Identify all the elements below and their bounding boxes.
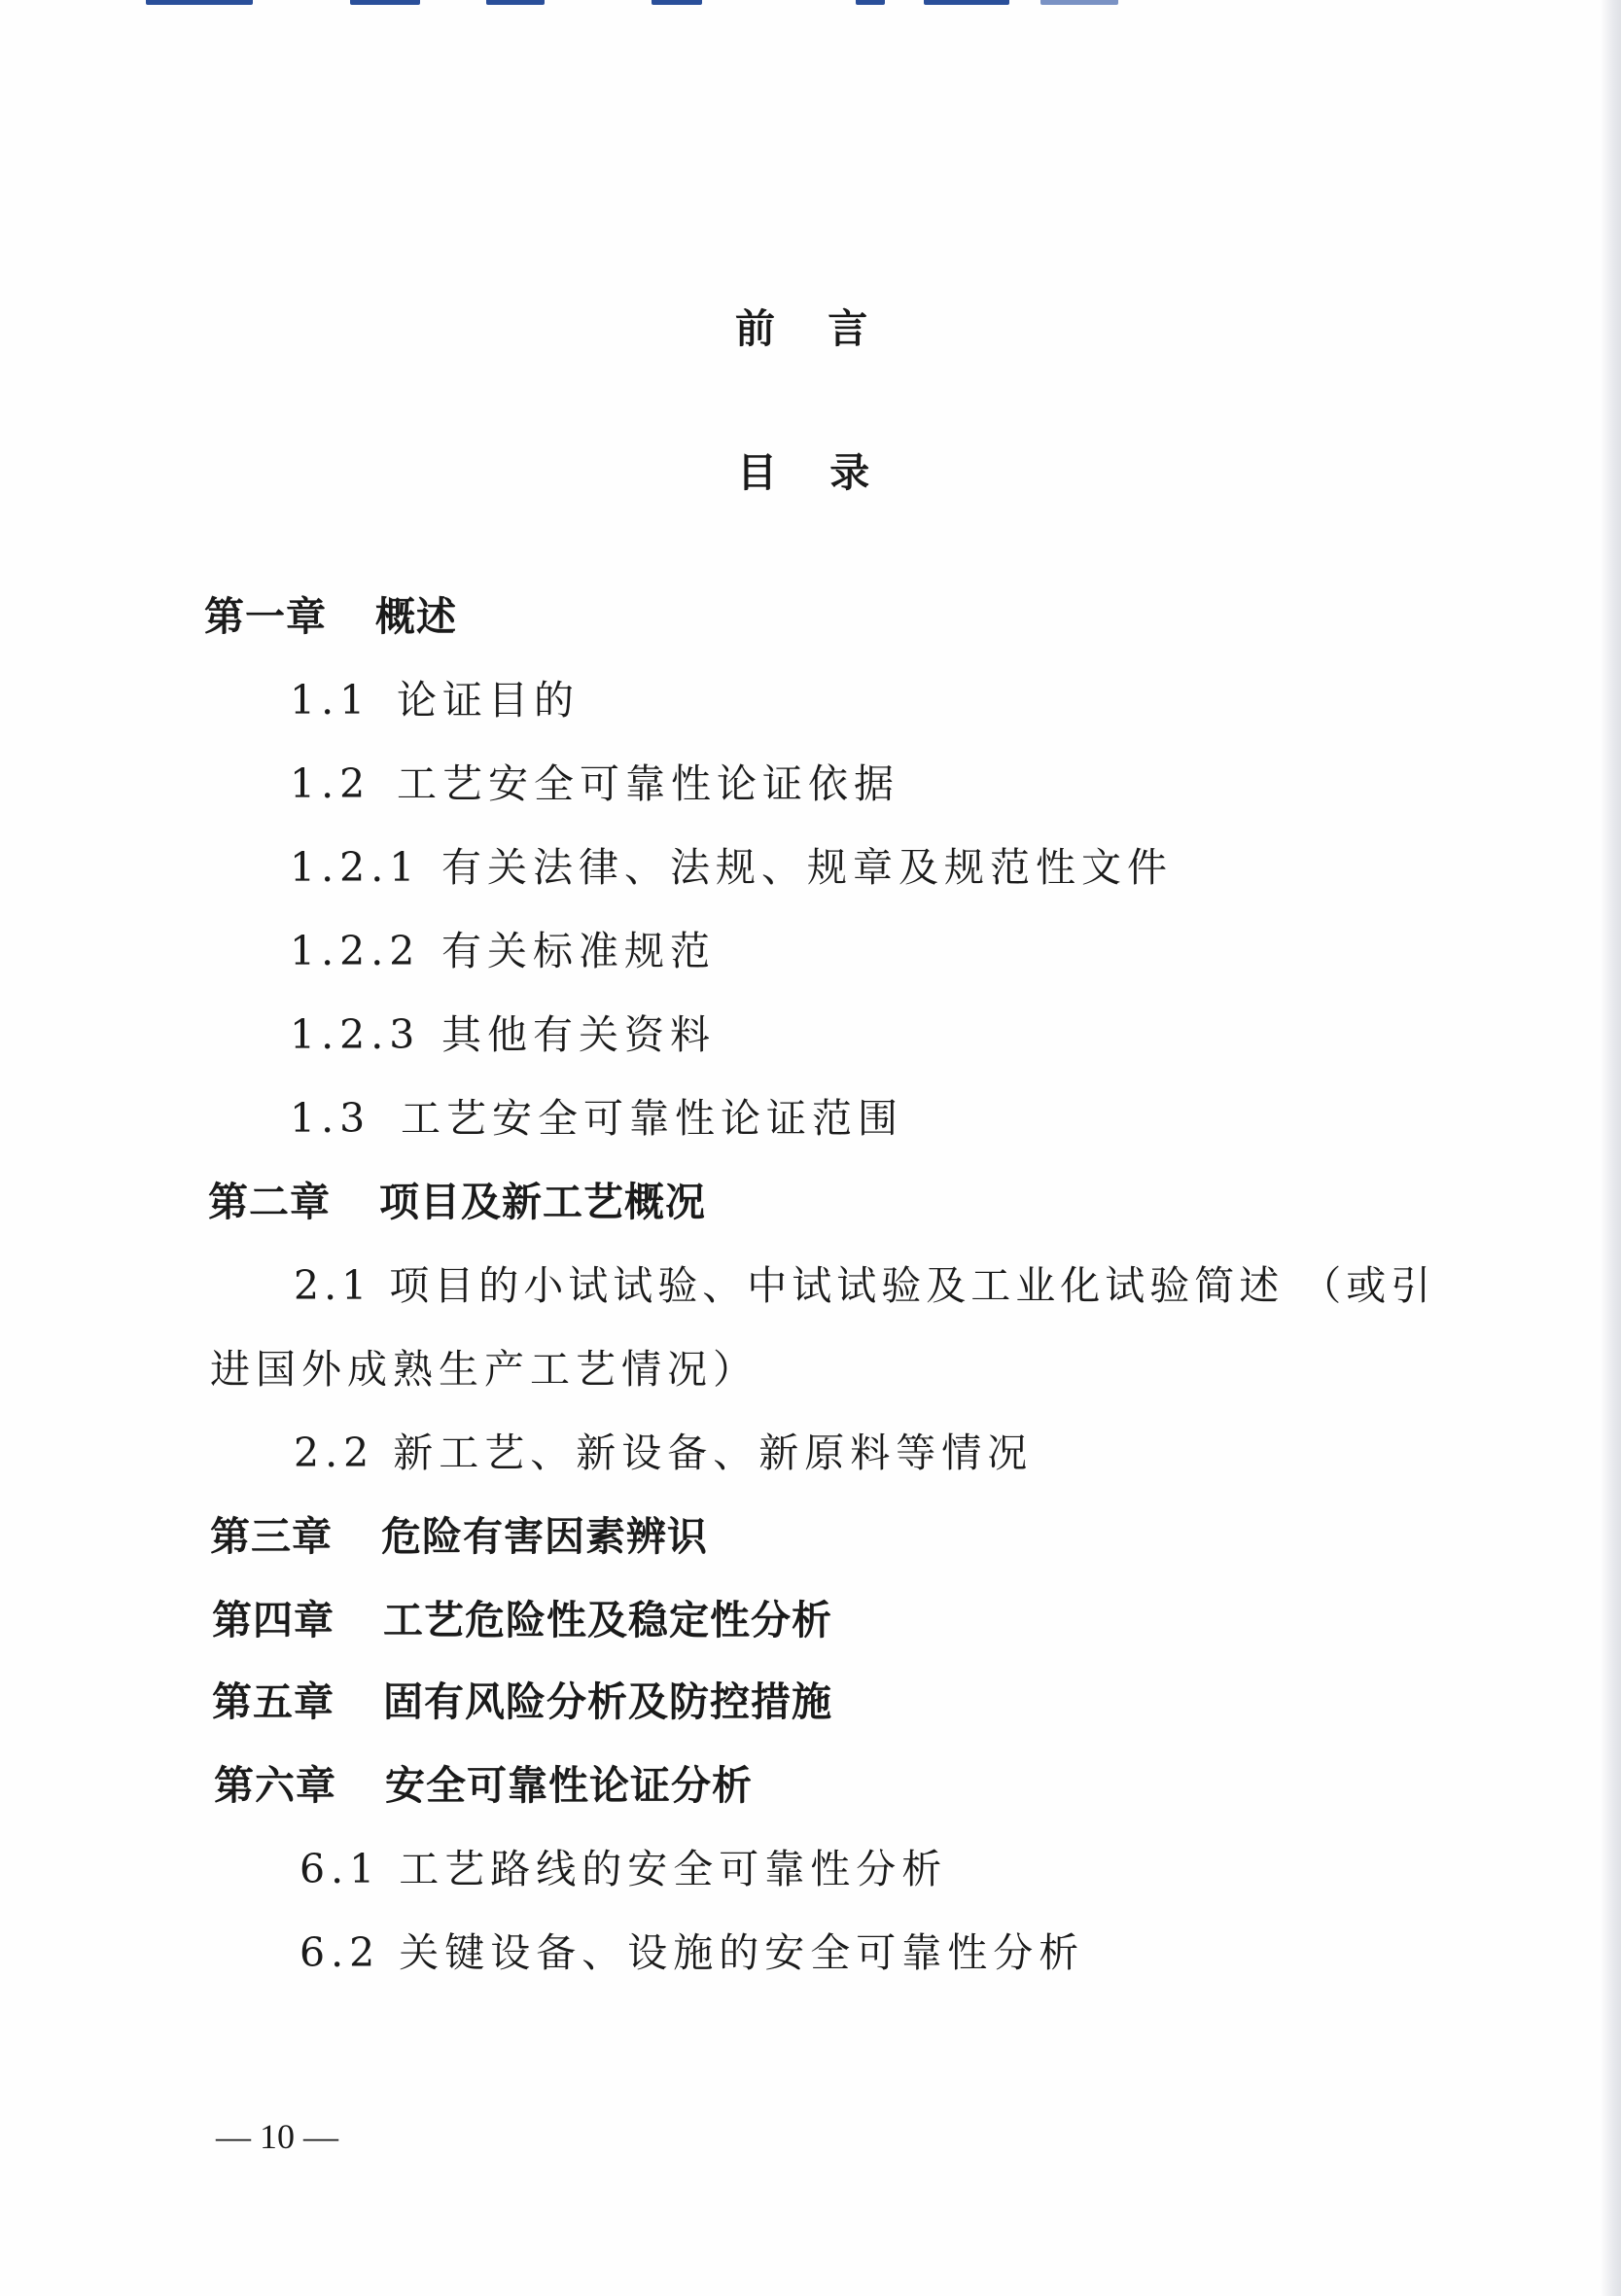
toc-chapter-4 (212, 1597, 832, 1643)
scan-artifact (1040, 0, 1118, 5)
item-title: 工艺安全可靠性论证范围 (401, 1095, 903, 1142)
chapter-title: 固有风险分析及防控措施 (383, 1678, 832, 1725)
item-title: 工艺安全可靠性论证依据 (397, 760, 899, 807)
toc-title: 目 录 (737, 449, 890, 496)
scan-artifact (856, 0, 885, 5)
chapter-number: 第二章 (208, 1179, 331, 1225)
item-number: 1.1 (290, 677, 371, 724)
item-number: 1.2.1 (290, 844, 421, 891)
item-title: 有关标准规范 (441, 928, 716, 974)
scan-artifact (924, 0, 1009, 5)
item-number: 1.2.2 (290, 928, 421, 974)
chapter-title: 项目及新工艺概况 (379, 1179, 706, 1225)
toc-chapter-3 (210, 1513, 708, 1560)
chapter-title: 概述 (375, 593, 457, 640)
toc-chapter-5 (212, 1678, 832, 1725)
toc-item-1-2-2 (290, 928, 716, 974)
toc-item-1-2-1 (290, 844, 1173, 891)
item-number: 1.3 (290, 1095, 371, 1142)
item-title: 论证目的 (397, 677, 580, 724)
preface-title: 前 言 (735, 305, 888, 352)
toc-item-6-1: 6.1 工艺路线的安全可靠性分析 (300, 1846, 948, 1892)
toc-item-2-1-line2: 进国外成熟生产工艺情况） (210, 1346, 758, 1393)
toc-chapter-6 (214, 1762, 753, 1809)
item-title: 有关法律、法规、规章及规范性文件 (441, 844, 1173, 891)
toc-item-1-1 (290, 677, 580, 724)
item-number: 1.2 (290, 760, 371, 807)
chapter-number: 第一章 (204, 593, 327, 640)
item-title: 其他有关资料 (441, 1011, 716, 1058)
scan-artifact (652, 0, 702, 5)
toc-chapter-1 (204, 593, 457, 640)
page-number: — 10 — (216, 2117, 338, 2156)
chapter-title: 安全可靠性论证分析 (385, 1762, 753, 1809)
scan-page-edge (1600, 0, 1621, 2296)
scan-artifact (146, 0, 253, 5)
chapter-number: 第五章 (212, 1678, 335, 1725)
toc-item-1-2-3 (290, 1011, 716, 1058)
chapter-number: 第三章 (210, 1513, 333, 1560)
chapter-title: 工艺危险性及稳定性分析 (383, 1597, 832, 1643)
item-number: 1.2.3 (290, 1011, 421, 1058)
toc-item-1-2 (290, 760, 899, 807)
scan-artifact (350, 0, 420, 5)
chapter-number: 第六章 (214, 1762, 336, 1809)
chapter-number: 第四章 (212, 1597, 335, 1643)
toc-item-2-1-line1: 2.1 项目的小试试验、中试试验及工业化试验简述 （或引 (294, 1262, 1436, 1309)
toc-item-1-3 (290, 1095, 903, 1142)
chapter-title: 危险有害因素辨识 (381, 1513, 708, 1560)
toc-chapter-2 (208, 1179, 706, 1225)
scan-artifact (486, 0, 545, 5)
toc-item-2-2: 2.2 新工艺、新设备、新原料等情况 (294, 1430, 1034, 1476)
toc-item-6-2: 6.2 关键设备、设施的安全可靠性分析 (300, 1929, 1085, 1976)
